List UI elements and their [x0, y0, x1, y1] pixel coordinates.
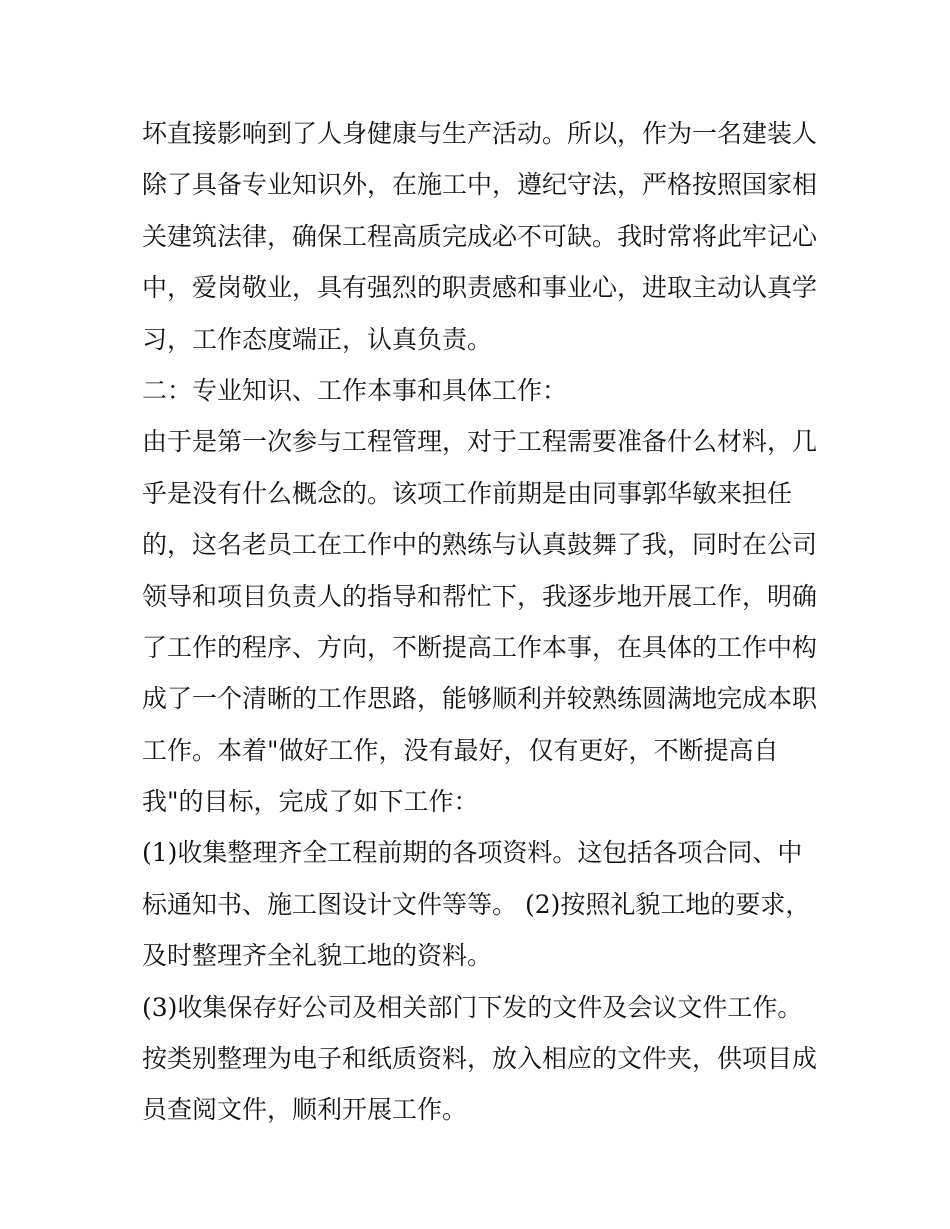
document-body [142, 108, 822, 1136]
section-heading: 二：专业知识、工作本事和具体工作： [142, 375, 568, 405]
text-line: 了工作的程序、方向，不断提高工作本事，在具体的工作中构 [142, 632, 818, 662]
text-line: 关建筑法律，确保工程高质完成必不可缺。我时常将此牢记心 [142, 221, 818, 251]
text-line: 由于是第一次参与工程管理，对于工程需要准备什么材料，几 [142, 427, 818, 457]
text-line: 成了一个清晰的工作思路，能够顺利并较熟练圆满地完成本职 [142, 684, 818, 714]
text-line: 习，工作态度端正，认真负责。 [142, 324, 493, 354]
text-line: 的，这名老员工在工作中的熟练与认真鼓舞了我，同时在公司 [142, 530, 818, 560]
list-item-line: 按类别整理为电子和纸质资料，放入相应的文件夹，供项目成 [142, 1044, 818, 1074]
text-line: 领导和项目负责人的指导和帮忙下，我逐步地开展工作，明确 [142, 581, 818, 611]
text-line: 工作。本着"做好工作，没有最好，仅有更好，不断提高自 [142, 735, 779, 765]
list-item-line: (3)收集保存好公司及相关部门下发的文件及会议文件工作。 [142, 992, 803, 1022]
list-item-line: 标通知书、施工图设计文件等等。 (2)按照礼貌工地的要求， [142, 889, 811, 919]
text-line: 坏直接影响到了人身健康与生产活动。所以，作为一名建装人 [142, 119, 818, 148]
text-line: 除了具备专业知识外，在施工中，遵纪守法，严格按照国家相 [142, 170, 818, 200]
list-item-line: 员查阅文件，顺利开展工作。 [142, 1095, 468, 1125]
text-line: 中，爱岗敬业，具有强烈的职责感和事业心，进取主动认真学 [142, 273, 818, 303]
text-line: 乎是没有什么概念的。该项工作前期是由同事郭华敏来担任 [142, 478, 793, 508]
list-item-line: 及时整理齐全礼貌工地的资料。 [142, 941, 493, 971]
list-item-line: (1)收集整理齐全工程前期的各项资料。这包括各项合同、中 [142, 838, 803, 868]
text-line: 我"的目标，完成了如下工作： [142, 787, 479, 817]
